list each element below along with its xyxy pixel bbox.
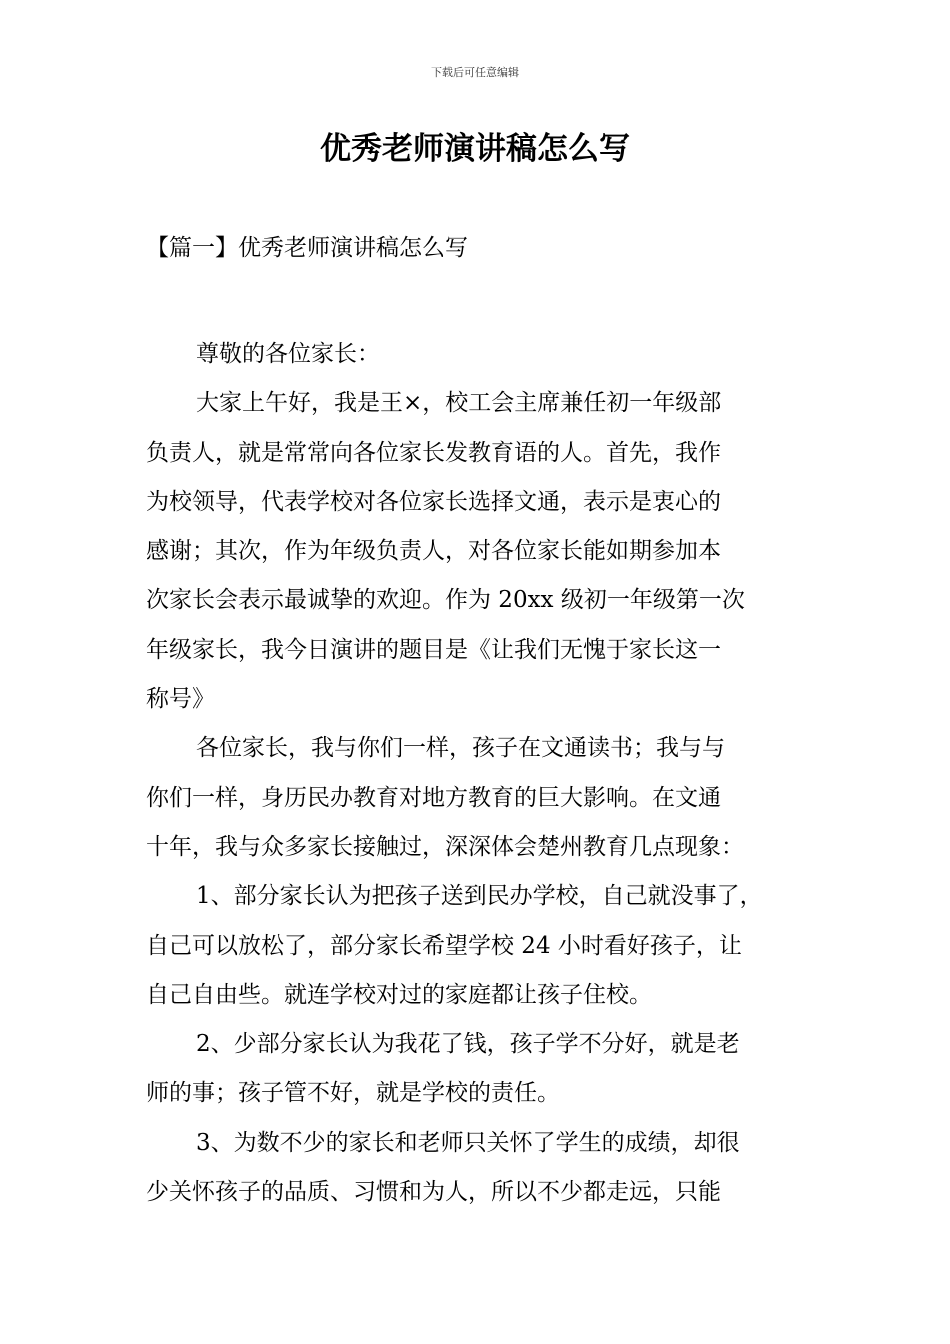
- list-item-3-line: 少关怀孩子的品质、习惯和为人，所以不少都走远，只能: [146, 1179, 721, 1206]
- body-text: [146, 330, 810, 1217]
- body-line: 称号》: [146, 686, 215, 713]
- salutation-line: 尊敬的各位家长：: [196, 341, 380, 367]
- body-line: 为校领导，代表学校对各位家长选择文通，表示是衷心的: [146, 488, 721, 515]
- body-line: 大家上午好，我是王×，校工会主席兼任初一年级部: [196, 390, 722, 417]
- list-item-1-line: 自己可以放松了，部分家长希望学校 24 小时看好孩子，让: [146, 932, 742, 959]
- body-line: 十年，我与众多家长接触过，深深体会楚州教育几点现象：: [146, 833, 744, 860]
- body-line: 次家长会表示最诚挚的欢迎。作为 20xx 级初一年级第一次: [146, 587, 745, 614]
- list-item-1-line: 自己自由些。就连学校对过的家庭都让孩子住校。: [146, 981, 652, 1008]
- body-line: 各位家长，我与你们一样，孩子在文通读书；我与与: [196, 735, 725, 762]
- list-item-1-line: 1、部分家长认为把孩子送到民办学校，自己就没事了，: [196, 883, 763, 910]
- section-heading: 【篇一】优秀老师演讲稿怎么写: [146, 235, 468, 261]
- body-line: 年级家长，我今日演讲的题目是《让我们无愧于家长这一: [146, 636, 721, 663]
- document-title: 优秀老师演讲稿怎么写: [320, 131, 630, 167]
- list-item-3-line: 3、为数不少的家长和老师只关怀了学生的成绩，却很: [196, 1129, 740, 1156]
- list-item-2-line: 2、少部分家长认为我花了钱，孩子学不分好，就是老: [196, 1031, 740, 1058]
- header-note: 下载后可任意编辑: [431, 66, 519, 79]
- list-item-2-line: 师的事；孩子管不好，就是学校的责任。: [146, 1080, 560, 1107]
- body-line: 感谢；其次，作为年级负责人，对各位家长能如期参加本: [146, 538, 721, 565]
- body-line: 负责人，就是常常向各位家长发教育语的人。首先，我作: [146, 439, 721, 466]
- body-line: 你们一样，身历民办教育对地方教育的巨大影响。在文通: [146, 784, 721, 811]
